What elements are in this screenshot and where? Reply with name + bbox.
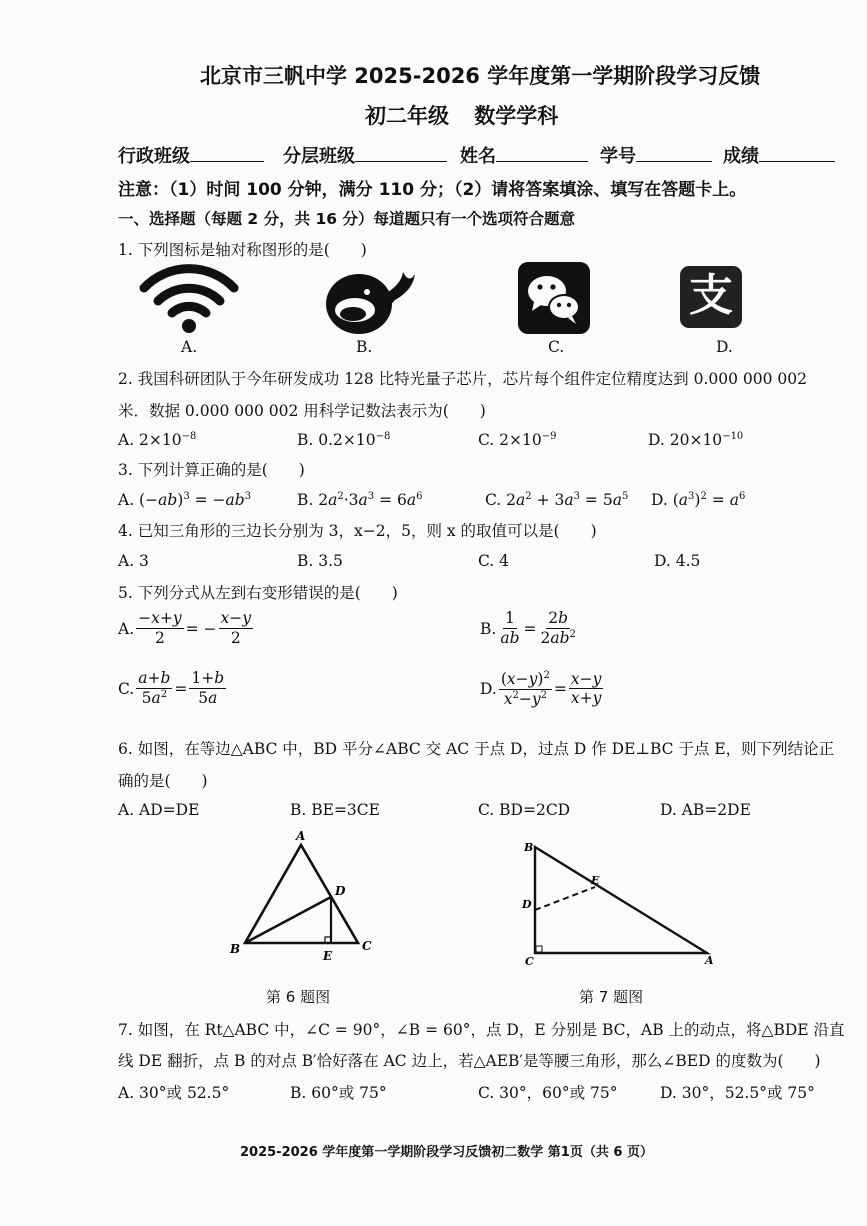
wifi-icon [138,262,240,334]
q3-option-c[interactable]: C. $2a^2 + 3a^3 = 5a^5$ [485,491,629,510]
q5-option-d[interactable]: D. $\frac{(x-y)^2}{x^2-y^2}$ = $\frac{x-y}{x+y}$ [480,669,602,709]
fig7-caption: 第 7 题图 [579,988,644,1006]
field-name-label: 姓名 [460,146,496,167]
field-id[interactable] [600,142,712,168]
field-name-blank[interactable] [496,143,588,162]
field-score-label: 成绩 [723,146,759,167]
field-class[interactable] [118,142,264,168]
q2-option-c[interactable]: C. $2\times 10^{-9}$ [478,431,557,450]
q2-option-d[interactable]: D. $20\times 10^{-10}$ [648,431,744,450]
q1-label-d: D. [716,338,733,356]
q5-option-d-label: D. [480,680,497,699]
fig6-label-e: E [323,949,333,963]
q7-option-a[interactable]: A. 30°或 52.5° [118,1084,230,1102]
section-heading: 一、选择题（每题 2 分，共 16 分）每道题只有一个选项符合题意 [118,210,575,228]
q3-option-c-label: C. [485,491,502,510]
fig7-label-e: E [591,874,600,887]
fig6-label-d: D [335,884,346,898]
q4-stem: 4. 已知三角形的三边长分别为 3，x−2，5，则 x 的取值可以是( ) [118,522,597,540]
q5-option-a-label: A. [118,619,135,638]
fig7-label-c: C [525,955,534,968]
q1-label-c: C. [548,338,565,356]
q1-label-b: B. [356,338,373,356]
page-title: 北京市三帆中学 2025-2026 学年度第一学期阶段学习反馈 [200,64,761,88]
fig7-label-d: D [522,898,532,911]
field-name[interactable] [460,142,588,168]
fig6-caption: 第 6 题图 [266,988,331,1006]
figure-7 [515,835,725,970]
q2-option-b-label: B. [297,431,314,450]
q2-stem-line1: 2. 我国科研团队于今年研发成功 128 比特光量子芯片，芯片每个组件定位精度达到 0.000 000 002 [118,370,807,388]
page-footer: 2025-2026 学年度第一学期阶段学习反馈初二数学 第1页（共 6 页） [240,1145,653,1160]
q6-option-a[interactable]: A. AD=DE [118,801,200,819]
q3-stem: 3. 下列计算正确的是( ) [118,461,305,479]
q4-option-a[interactable]: A. 3 [118,552,149,570]
q7-option-c[interactable]: C. 30°，60°或 75° [478,1084,618,1102]
notice: 注意：（1）时间 100 分钟，满分 110 分；（2）请将答案填涂、填写在答题卡上。 [118,180,747,200]
q6-stem-line2: 确的是( ) [118,772,208,790]
field-level-blank[interactable] [355,143,447,162]
q1-stem: 1. 下列图标是轴对称图形的是( ) [118,241,367,259]
wechat-icon [518,262,590,334]
q6-option-d[interactable]: D. AB=2DE [660,801,751,819]
q4-option-b[interactable]: B. 3.5 [297,552,343,570]
q3-option-d[interactable]: D. $(a^3)^2 = a^6$ [651,491,746,510]
q1-label-a: A. [181,338,198,356]
q7-option-b[interactable]: B. 60°或 75° [290,1084,387,1102]
field-id-label: 学号 [600,146,636,167]
field-level-label: 分层班级 [283,146,355,167]
q7-stem-line2: 线 DE 翻折，点 B 的对点 B′恰好落在 AC 边上，若△AEB′是等腰三角形，那么∠BED 的度数为( ) [118,1052,821,1070]
fig6-label-a: A [296,829,306,843]
q5-stem: 5. 下列分式从左到右变形错误的是( ) [118,584,398,602]
field-score[interactable] [723,142,835,168]
q7-option-d[interactable]: D. 30°，52.5°或 75° [660,1084,815,1102]
fig6-label-b: B [230,942,241,956]
figure-6 [225,825,380,965]
q5-option-c[interactable]: C. $\frac{a+b}{5a^2}$ = $\frac{1+b}{5a}$ [118,669,225,707]
q7-stem-line1: 7. 如图，在 Rt△ABC 中，∠C = 90°，∠B = 60°，点 D，E 分别是 BC，AB 上的动点，将△BDE 沿直 [118,1021,845,1039]
field-class-blank[interactable] [190,143,264,162]
q6-option-c[interactable]: C. BD=2CD [478,801,571,819]
q2-option-a[interactable]: A. $2\times 10^{-8}$ [118,431,197,450]
q6-stem-line1: 6. 如图，在等边△ABC 中，BD 平分∠ABC 交 AC 于点 D，过点 D 作 DE⊥BC 于点 E，则下列结论正 [118,740,835,758]
q3-option-d-label: D. [651,491,668,510]
q2-option-c-label: C. [478,431,495,450]
q6-option-b[interactable]: B. BE=3CE [290,801,380,819]
q5-option-b-label: B. [480,619,497,638]
q4-option-d[interactable]: D. 4.5 [654,552,701,570]
q3-option-a[interactable]: A. $(-ab)^3 = -ab^3$ [118,491,252,510]
alipay-glyph: 支 [689,270,733,321]
q5-option-a[interactable]: A. $\frac{-x+y}{2}$ = − $\frac{x-y}{2}$ [118,609,252,647]
q2-option-d-label: D. [648,431,665,450]
fig7-label-a: A [705,954,714,967]
q4-option-c[interactable]: C. 4 [478,552,510,570]
fig6-label-c: C [362,939,372,953]
field-class-label: 行政班级 [118,146,190,167]
q5-option-b[interactable]: B. $\frac{1}{ab}$ = $\frac{2b}{2ab^2}$ [480,609,576,647]
q2-option-b[interactable]: B. $0.2\times 10^{-8}$ [297,431,391,450]
page-subtitle: 初二年级 数学学科 [365,104,559,128]
field-id-blank[interactable] [636,143,712,162]
alipay-icon [680,266,742,328]
q3-option-b-label: B. [297,491,314,510]
q5-option-c-label: C. [118,679,135,698]
whale-logo-icon [323,266,418,336]
q2-stem-line2: 米．数据 0.000 000 002 用科学记数法表示为( ) [118,402,486,420]
q2-option-a-label: A. [118,431,135,450]
q3-option-a-label: A. [118,491,135,510]
field-score-blank[interactable] [759,143,835,162]
q3-option-b[interactable]: B. $2a^2\cdot 3a^3 = 6a^6$ [297,491,423,510]
field-level[interactable] [283,142,447,168]
fig7-label-b: B [524,841,534,854]
